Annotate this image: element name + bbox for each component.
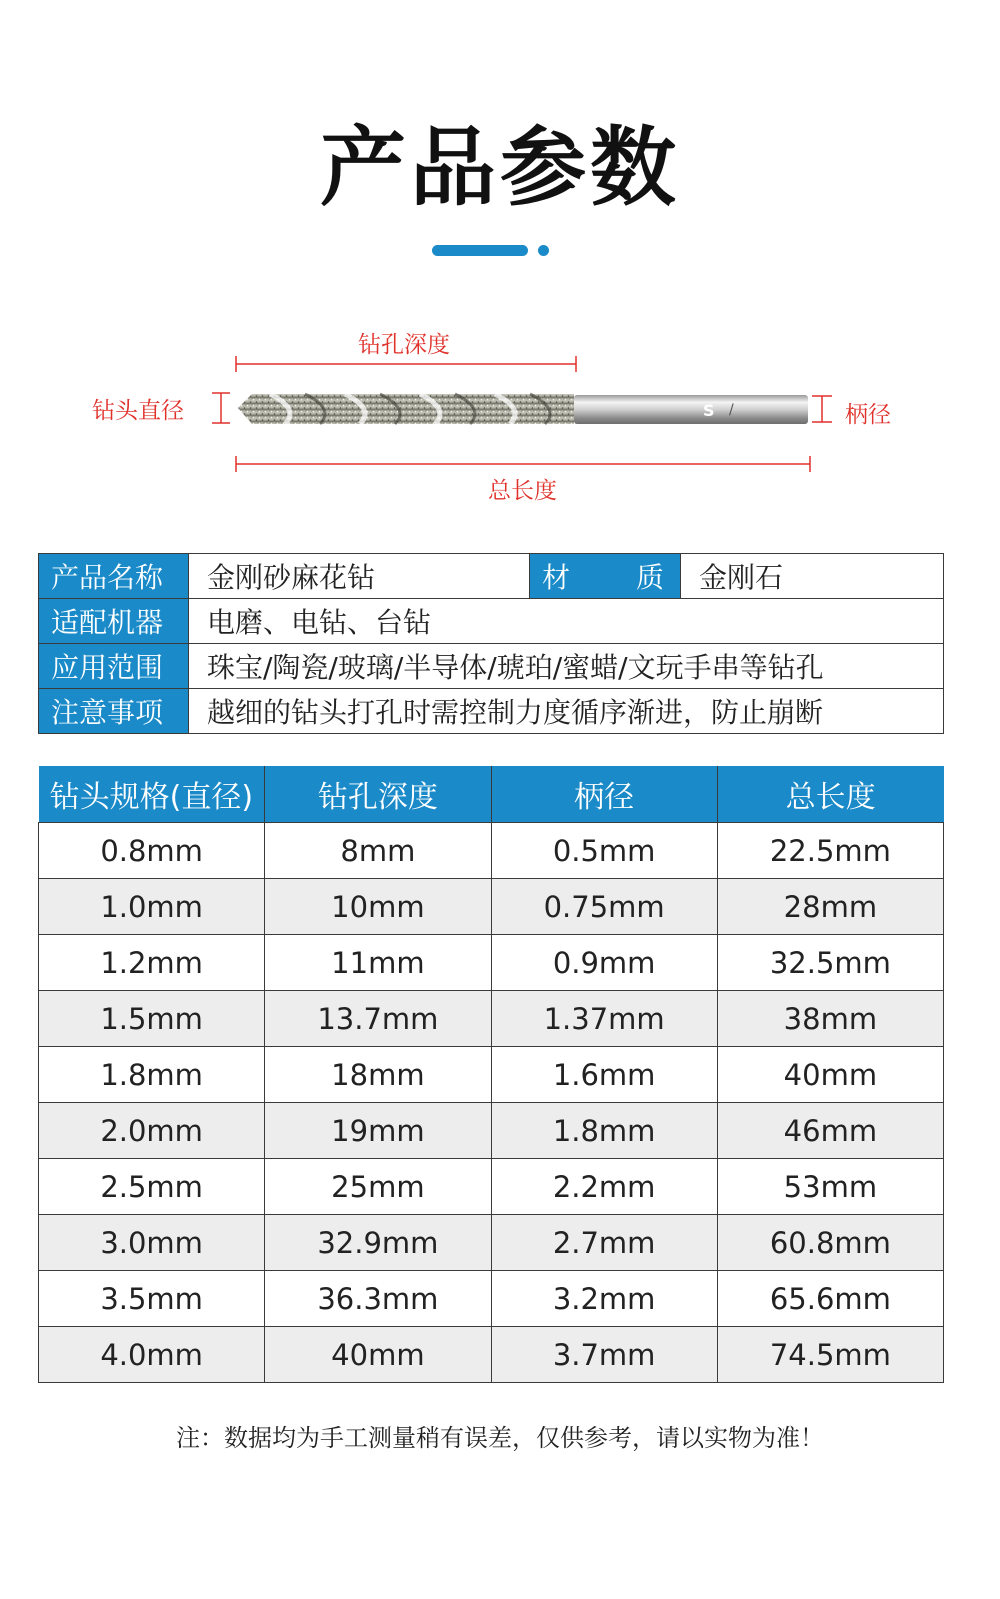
table-cell: 60.8mm (717, 1215, 943, 1271)
table-cell: 0.5mm (491, 823, 717, 879)
table-cell: 40mm (265, 1327, 491, 1383)
table-cell: 1.37mm (491, 991, 717, 1047)
spec-key-notice: 注意事项 (39, 689, 189, 734)
table-cell: 53mm (717, 1159, 943, 1215)
spec-key-machine: 适配机器 (39, 599, 189, 644)
table-cell: 32.9mm (265, 1215, 491, 1271)
svg-text:S: S (703, 401, 715, 420)
title-underline-bar (432, 245, 528, 256)
spec-value-machine: 电磨、电钻、台钻 (189, 599, 944, 644)
table-cell: 1.6mm (491, 1047, 717, 1103)
table-row (39, 1047, 944, 1103)
table-cell: 40mm (717, 1047, 943, 1103)
spec-value-application: 珠宝/陶瓷/玻璃/半导体/琥珀/蜜蜡/文玩手串等钻孔 (189, 644, 944, 689)
spec-key-material-char1: 材 (542, 561, 571, 594)
table-cell: 74.5mm (717, 1327, 943, 1383)
table-cell: 10mm (265, 879, 491, 935)
spec-value-product-name: 金刚砂麻花钻 (189, 554, 530, 599)
table-row (39, 935, 944, 991)
table-cell: 36.3mm (265, 1271, 491, 1327)
table-cell: 2.0mm (39, 1103, 265, 1159)
footer-note: 注：数据均为手工测量稍有误差，仅供参考，请以实物为准！ (176, 1424, 824, 1452)
size-table (38, 766, 944, 1383)
table-cell: 1.5mm (39, 991, 265, 1047)
spec-row-notice (39, 689, 944, 734)
table-cell: 11mm (265, 935, 491, 991)
spec-key-product-name: 产品名称 (39, 554, 189, 599)
table-cell: 2.5mm (39, 1159, 265, 1215)
page-title: 产品参数 (320, 118, 680, 218)
table-row (39, 1271, 944, 1327)
table-cell: 25mm (265, 1159, 491, 1215)
drill-bit-diagram (0, 320, 1000, 520)
table-cell: 3.2mm (491, 1271, 717, 1327)
size-table-header (39, 766, 944, 823)
table-cell: 46mm (717, 1103, 943, 1159)
spec-key-application: 应用范围 (39, 644, 189, 689)
table-row (39, 991, 944, 1047)
table-cell: 1.2mm (39, 935, 265, 991)
spec-value-material: 金刚石 (681, 554, 944, 599)
spec-key-material-char2: 质 (635, 561, 664, 594)
total-length-label: 总长度 (488, 478, 557, 504)
table-cell: 3.7mm (491, 1327, 717, 1383)
table-cell: 1.0mm (39, 879, 265, 935)
table-cell: 38mm (717, 991, 943, 1047)
table-row (39, 1159, 944, 1215)
table-row (39, 1103, 944, 1159)
table-cell: 22.5mm (717, 823, 943, 879)
table-cell: 13.7mm (265, 991, 491, 1047)
table-cell: 1.8mm (39, 1047, 265, 1103)
table-cell: 0.8mm (39, 823, 265, 879)
spec-row-product-name (39, 554, 944, 599)
drill-depth-label: 钻孔深度 (358, 332, 450, 358)
table-cell: 65.6mm (717, 1271, 943, 1327)
table-cell: 8mm (265, 823, 491, 879)
table-cell: 0.9mm (491, 935, 717, 991)
product-spec-table (38, 553, 944, 734)
header-drill-depth: 钻孔深度 (265, 766, 491, 823)
table-cell: 19mm (265, 1103, 491, 1159)
table-cell: 4.0mm (39, 1327, 265, 1383)
header-total-length: 总长度 (717, 766, 943, 823)
table-cell: 18mm (265, 1047, 491, 1103)
shank-diameter-label: 柄径 (845, 402, 891, 428)
table-cell: 3.5mm (39, 1271, 265, 1327)
header-shank-diameter: 柄径 (491, 766, 717, 823)
svg-text:/: / (729, 402, 734, 418)
table-cell: 0.75mm (491, 879, 717, 935)
title-underline-dot (538, 245, 549, 256)
spec-row-machine (39, 599, 944, 644)
header-drill-spec: 钻头规格(直径) (39, 766, 265, 823)
table-row (39, 1215, 944, 1271)
table-row (39, 1327, 944, 1383)
spec-key-material (530, 554, 681, 599)
table-cell: 28mm (717, 879, 943, 935)
table-cell: 2.2mm (491, 1159, 717, 1215)
table-row (39, 823, 944, 879)
spec-value-notice: 越细的钻头打孔时需控制力度循序渐进，防止崩断 (189, 689, 944, 734)
table-cell: 2.7mm (491, 1215, 717, 1271)
table-cell: 1.8mm (491, 1103, 717, 1159)
drill-diameter-label: 钻头直径 (92, 398, 184, 424)
table-cell: 3.0mm (39, 1215, 265, 1271)
table-cell: 32.5mm (717, 935, 943, 991)
table-row (39, 879, 944, 935)
spec-row-application (39, 644, 944, 689)
